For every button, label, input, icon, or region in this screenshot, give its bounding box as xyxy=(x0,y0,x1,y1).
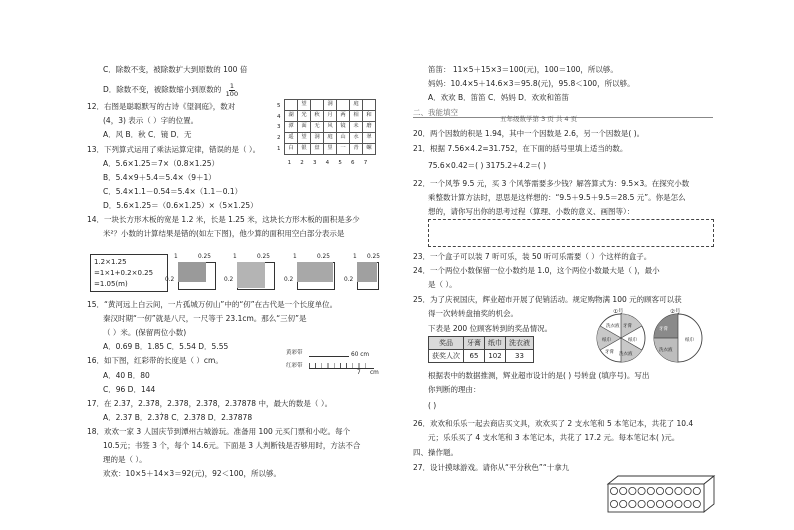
ball xyxy=(647,487,654,494)
q18-stem: 18．欢欢一家 3 人国庆节到潭州古城游玩。准备用 100 元买门票和小吃。每个 xyxy=(87,427,351,436)
ball xyxy=(629,487,636,494)
q25-reason-label: 你判断的理由： xyxy=(428,385,481,394)
q22-stem: 22．一个风筝 9.5 元，买 3 个风筝需要多少钱？解答算式为：9.5×3。在探究小数 xyxy=(413,179,690,188)
q18-didi: 笛笛： 11×5＋15×3＝100(元)，100＝100，所以够。 xyxy=(428,65,618,74)
q18-stem-3: 理的是（ ）。 xyxy=(103,455,147,464)
q23: 23．一个盒子可以装 7 听可乐，装 50 听可乐需要（ ）个这样的盒子。 xyxy=(413,252,652,261)
q15-stem: 15．“黄河远上白云间，一片孤城万仞山”中的“仞”在古代是一个长度单位。 xyxy=(87,300,338,309)
q17-stem: 17．在 2.37，2.37̇8，2.378，2.37̇8̇，2.37878 中，最大的数是（ ）。 xyxy=(87,399,333,408)
section-2-heading: 二、我能填空 xyxy=(413,108,458,117)
ball xyxy=(638,500,645,507)
q13-option-b: B．5.4×9＋5.4＝5.4×（9＋1） xyxy=(103,173,216,182)
q13-option-c: C．5.4×1.1－0.54＝5.4×（1.1－0.1） xyxy=(103,187,243,196)
ball xyxy=(610,487,617,494)
poem-grid-y-axis: 5 4 3 2 1 xyxy=(277,103,281,152)
q24-2: 是（ ）。 xyxy=(428,280,457,289)
q14-stem: 14．一块长方形木板的宽是 1.2 米，长是 1.25 米，这块长方形木板的面积是多少 xyxy=(87,215,360,224)
q16-options-cd: C．96 D．144 xyxy=(103,385,156,394)
ball xyxy=(656,487,663,494)
q13-option-a: A．5.6×1.25＝7×（0.8×1.25） xyxy=(103,159,220,168)
svg-text:牙膏: 牙膏 xyxy=(659,327,668,332)
ball xyxy=(610,500,617,507)
q16-stem: 16．如下图，红彩带的长度是（ ）cm。 xyxy=(87,356,223,365)
section-4-heading: 四、操作题。 xyxy=(413,448,458,457)
q25-table-caption: 下表是 200 位顾客转到的奖品情况。 xyxy=(428,324,553,333)
q18-huanhuan: 欢欢：10×5＋14×3＝92(元)，92＜100，所以够。 xyxy=(103,469,281,478)
q22-answer-box[interactable] xyxy=(428,219,714,247)
q20: 20．两个因数的积是 1.94，其中一个因数是 2.6，另一个因数是( )。 xyxy=(413,129,645,138)
q15-stem-2: 秦汉时期“一仞”就是八尺，一尺等于 23.1cm。那么“三仞”是 xyxy=(103,314,307,323)
ball xyxy=(666,500,673,507)
svg-text:纸巾: 纸巾 xyxy=(602,338,611,343)
ball xyxy=(684,487,691,494)
q21-blanks: 75.6×0.42＝( ) 3175.2÷4.2＝( ) xyxy=(428,161,546,170)
ball-box-figure xyxy=(606,474,718,522)
ball xyxy=(647,500,654,507)
q13-option-d: D．5.6×1.25＝（0.6×1.25）×（5×1.25） xyxy=(103,201,258,210)
svg-text:洗衣液: 洗衣液 xyxy=(619,352,633,357)
ball xyxy=(629,500,636,507)
svg-text:②号: ②号 xyxy=(670,309,681,315)
q17-options: A．2.37 B．2.37̇8 C．2.378 D．2.37878 xyxy=(103,413,253,422)
poem-grid: 望 洞 庭 湖 光 秋 月 两 相 和 潭 面 无 风 镜 未 磨 遥 望 洞 庭 山 水 翠 白 银 盘 里 一 青 螺 xyxy=(284,99,376,155)
ball xyxy=(656,500,663,507)
page-footer-strip: 五年级数学第 3 页 共 4 页 xyxy=(500,115,578,123)
q26-stem: 26．欢欢和乐乐一起去商店买文具，欢欢买了 2 支水笔和 5 本笔记本，共花了 10.4 xyxy=(413,419,694,428)
q12-stem: 12．右图是聪聪默写的古诗《望洞庭》，数对 xyxy=(87,102,236,111)
fraction: $\frac{1}{100}$ xyxy=(225,82,239,98)
svg-text:纸巾: 纸巾 xyxy=(628,338,637,343)
poem-grid-x-axis: 1 2 3 4 5 6 7 xyxy=(287,160,368,166)
q12-stem-2: (4，3) 表示（ ）字的位置。 xyxy=(103,116,199,125)
q12-options: A．风 B．秋 C．镜 D．无 xyxy=(103,130,192,139)
spinners xyxy=(592,308,707,366)
q13-stem: 13．下列算式运用了乘法运算定律，错误的是（ ）。 xyxy=(87,145,261,154)
q22-stem-2: 乘整数计算方法时，思思是这样想的：“9.5＋9.5＋9.5＝28.5 元”。你是怎么 xyxy=(428,193,686,202)
spinner-1 xyxy=(597,308,645,362)
q25-stem-2: 得一次转转盘抽奖的机会。 xyxy=(428,309,518,318)
q21-stem: 21．根据 7.56×4.2=31.752，在下面的括号里填上适当的数。 xyxy=(413,144,628,153)
q18-options: A．欢欢 B．笛笛 C．妈妈 D．欢欢和笛笛 xyxy=(428,93,569,102)
ball xyxy=(675,500,682,507)
svg-text:纸巾: 纸巾 xyxy=(685,338,694,343)
ball xyxy=(684,500,691,507)
svg-text:牙膏: 牙膏 xyxy=(605,350,614,355)
ball xyxy=(620,487,627,494)
svg-text:①号: ①号 xyxy=(613,309,624,315)
svg-text:牙膏: 牙膏 xyxy=(623,324,632,329)
q25-reason-blank[interactable]: ( ) xyxy=(428,401,437,410)
ball xyxy=(666,487,673,494)
q11-option-c: C．除数不变，被除数扩大到原数的 100 倍 xyxy=(103,65,248,74)
ball xyxy=(693,500,700,507)
q26-stem-2: 元；乐乐买了 4 支水笔和 3 本笔记本，共花了 17.2 元。每本笔记本( )元。 xyxy=(428,433,680,442)
q25-question: 根据表中的数据推测，辉业超市设计的是( ) 号转盘 (填序号)。写出 xyxy=(428,371,650,380)
q18-stem-2: 10.5元；书签 3 个，每个 14.6元。下面是 3 人判断钱是否够用时，方法不合 xyxy=(103,441,361,450)
svg-text:洗衣液: 洗衣液 xyxy=(659,348,673,353)
prize-table: 奖品 牙膏 纸巾 洗衣液 获奖人次 65 102 33 xyxy=(428,336,534,363)
svg-text:洗衣液: 洗衣液 xyxy=(606,324,620,329)
wrong-calc-box: 1.2×1.25 =1×1+0.2×0.25 =1.05(m) xyxy=(90,254,168,292)
ball xyxy=(675,487,682,494)
q14-stem-2: 米²？小数的计算结果是错的(如左下图)，他少算的面积用空白部分表示是 xyxy=(103,229,345,238)
q16-options-ab: A．40 B．80 xyxy=(103,371,150,380)
q25-stem: 25．为了庆祝国庆，辉业超市开展了促销活动。规定购物满 100 元的顾客可以获 xyxy=(413,295,682,304)
q24: 24．一个两位小数保留一位小数约是 1.0，这个两位小数最大是（ )，最小 xyxy=(413,266,660,275)
q15-options: A．0.69 B．1.85 C．5.54 D．5.55 xyxy=(103,342,229,351)
ball xyxy=(638,487,645,494)
q27-stem: 27．设计摸球游戏。请你从“平分秋色”“十拿九 xyxy=(413,463,570,472)
ball xyxy=(693,487,700,494)
q11-option-d: D．除数不变，被除数缩小到原数的 $\frac{1}{100}$ xyxy=(103,82,239,98)
q15-stem-3: （ ）米。(保留两位小数) xyxy=(103,328,187,337)
q18-mama: 妈妈：10.4×5＋14.6×3＝95.8(元)，95.8＜100，所以够。 xyxy=(428,79,635,88)
spinner-2 xyxy=(654,308,702,362)
q22-stem-3: 想的，请你写出你的思考过程（算理、小数的意义、画图等）： xyxy=(428,207,635,216)
ball xyxy=(620,500,627,507)
